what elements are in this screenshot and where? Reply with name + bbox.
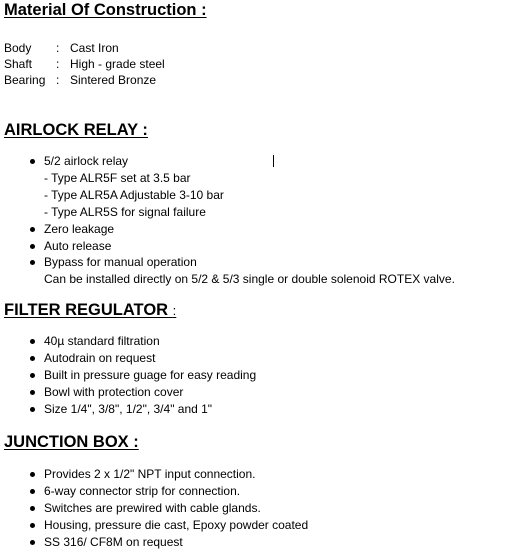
bullet-icon bbox=[30, 506, 35, 511]
list-item bbox=[28, 350, 256, 367]
airlock-list bbox=[28, 153, 455, 288]
junction-list bbox=[28, 466, 308, 551]
bullet-icon bbox=[30, 523, 35, 528]
list-item bbox=[28, 483, 308, 500]
list-subitem: - Type ALR5S for signal failure bbox=[44, 204, 206, 219]
spec-value: High - grade steel bbox=[70, 57, 165, 71]
list-item-text: Auto release bbox=[44, 238, 112, 253]
spec-label: Bearing bbox=[4, 73, 46, 87]
list-item bbox=[28, 500, 308, 517]
list-item-text: Autodrain on request bbox=[44, 350, 156, 365]
bullet-icon bbox=[30, 339, 35, 344]
list-item bbox=[28, 517, 308, 534]
list-item-note: Can be installed directly on 5/2 & 5/3 single or double solenoid ROTEX valve. bbox=[44, 272, 455, 287]
bullet-icon bbox=[30, 407, 35, 412]
list-item bbox=[28, 401, 256, 418]
filter-heading bbox=[4, 300, 176, 321]
bullet-icon bbox=[30, 227, 35, 232]
list-item bbox=[28, 153, 455, 221]
list-item bbox=[28, 384, 256, 401]
list-item-text: Provides 2 x 1/2" NPT input connection. bbox=[44, 467, 256, 481]
list-subitem: - Type ALR5F set at 3.5 bar bbox=[44, 170, 191, 185]
list-subitem: - Type ALR5A Adjustable 3-10 bar bbox=[44, 187, 224, 202]
spec-row-shaft bbox=[4, 56, 165, 72]
bullet-icon bbox=[30, 260, 35, 265]
list-item bbox=[28, 221, 455, 238]
spec-row-body bbox=[4, 40, 119, 56]
list-item bbox=[28, 367, 256, 384]
list-item-text: Zero leakage bbox=[44, 221, 115, 236]
text-cursor bbox=[273, 155, 274, 167]
list-item-text: Bowl with protection cover bbox=[44, 384, 184, 399]
bullet-icon bbox=[30, 159, 35, 164]
spec-label: Shaft bbox=[4, 57, 33, 71]
spec-row-bearing bbox=[4, 72, 156, 88]
list-item-text: Built in pressure guage for easy reading bbox=[44, 367, 257, 382]
list-item-text: 6-way connector strip for connection. bbox=[44, 483, 241, 498]
spec-value: Cast Iron bbox=[70, 41, 119, 55]
bullet-icon bbox=[30, 373, 35, 378]
spec-label: Body bbox=[4, 41, 32, 55]
list-item bbox=[28, 254, 455, 288]
bullet-icon bbox=[30, 472, 35, 477]
material-heading: Material Of Construction : bbox=[4, 1, 207, 19]
list-item bbox=[28, 466, 308, 483]
filter-heading-text: FILTER REGULATOR bbox=[4, 301, 169, 319]
filter-list bbox=[28, 333, 256, 418]
bullet-icon bbox=[30, 390, 35, 395]
spec-separator: : bbox=[56, 41, 60, 55]
bullet-icon bbox=[30, 489, 35, 494]
list-item-text: Switches are prewired with cable glands. bbox=[44, 500, 261, 515]
list-item-text: 5/2 airlock relay bbox=[44, 154, 129, 168]
bullet-icon bbox=[30, 244, 35, 249]
junction-heading: JUNCTION BOX : bbox=[4, 433, 139, 451]
filter-heading-suffix: : bbox=[172, 303, 177, 318]
list-item-text: Size 1/4", 3/8", 1/2", 3/4" and 1" bbox=[44, 401, 213, 416]
list-item bbox=[28, 534, 308, 551]
list-item-text: Bypass for manual operation bbox=[44, 255, 197, 270]
list-item-text: SS 316/ CF8M on request bbox=[44, 534, 183, 549]
spec-separator: : bbox=[56, 57, 60, 71]
bullet-icon bbox=[30, 356, 35, 361]
airlock-heading: AIRLOCK RELAY : bbox=[4, 121, 148, 139]
list-item-text: 40µ standard filtration bbox=[44, 334, 160, 348]
list-item bbox=[28, 333, 256, 350]
list-item-text: Housing, pressure die cast, Epoxy powder coated bbox=[44, 517, 309, 532]
list-item bbox=[28, 238, 455, 255]
bullet-icon bbox=[30, 540, 35, 545]
spec-value: Sintered Bronze bbox=[70, 73, 157, 87]
spec-separator: : bbox=[56, 73, 60, 87]
